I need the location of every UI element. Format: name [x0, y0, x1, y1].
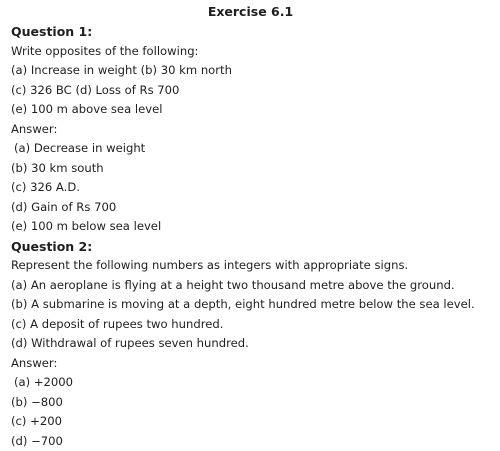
question-2-answer: (b) −800	[11, 394, 63, 409]
question-2-heading: Question 2:	[11, 238, 93, 254]
question-1-answer-label: Answer:	[11, 121, 58, 136]
question-2-answer: (d) −700	[11, 433, 63, 448]
question-1-answer: (c) 326 A.D.	[11, 180, 80, 194]
question-1-item: (a) Increase in weight (b) 30 km north	[11, 63, 232, 77]
question-1-heading: Question 1:	[11, 24, 93, 39]
question-2	[11, 237, 490, 451]
question-2-answer-label: Answer:	[11, 355, 58, 370]
question-2-item: (c) A deposit of rupees two hundred.	[11, 316, 224, 331]
question-2-answer: (c) +200	[11, 414, 62, 428]
exercise-title: Exercise 6.1	[207, 4, 294, 19]
question-1-prompt: Write opposites of the following:	[11, 43, 199, 58]
question-1-answer: (a) Decrease in weight	[14, 141, 146, 155]
question-2-answer: (a) +2000	[14, 375, 74, 389]
question-2-item: (d) Withdrawal of rupees seven hundred.	[11, 336, 249, 350]
question-1-answer: (e) 100 m below sea level	[11, 219, 162, 233]
question-2-item: (b) A submarine is moving at a depth, eight hundred metre below the sea level.	[11, 297, 475, 311]
question-1-item: (c) 326 BC (d) Loss of Rs 700	[11, 82, 180, 97]
question-1-item: (e) 100 m above sea level	[11, 102, 163, 116]
question-1-answer: (d) Gain of Rs 700	[11, 199, 117, 214]
question-1	[11, 22, 490, 237]
question-1-answer: (b) 30 km south	[11, 160, 104, 175]
question-2-prompt: Represent the following numbers as integers with appropriate signs.	[11, 258, 409, 272]
question-2-item: (a) An aeroplane is flying at a height two thousand metre above the ground.	[11, 277, 455, 292]
